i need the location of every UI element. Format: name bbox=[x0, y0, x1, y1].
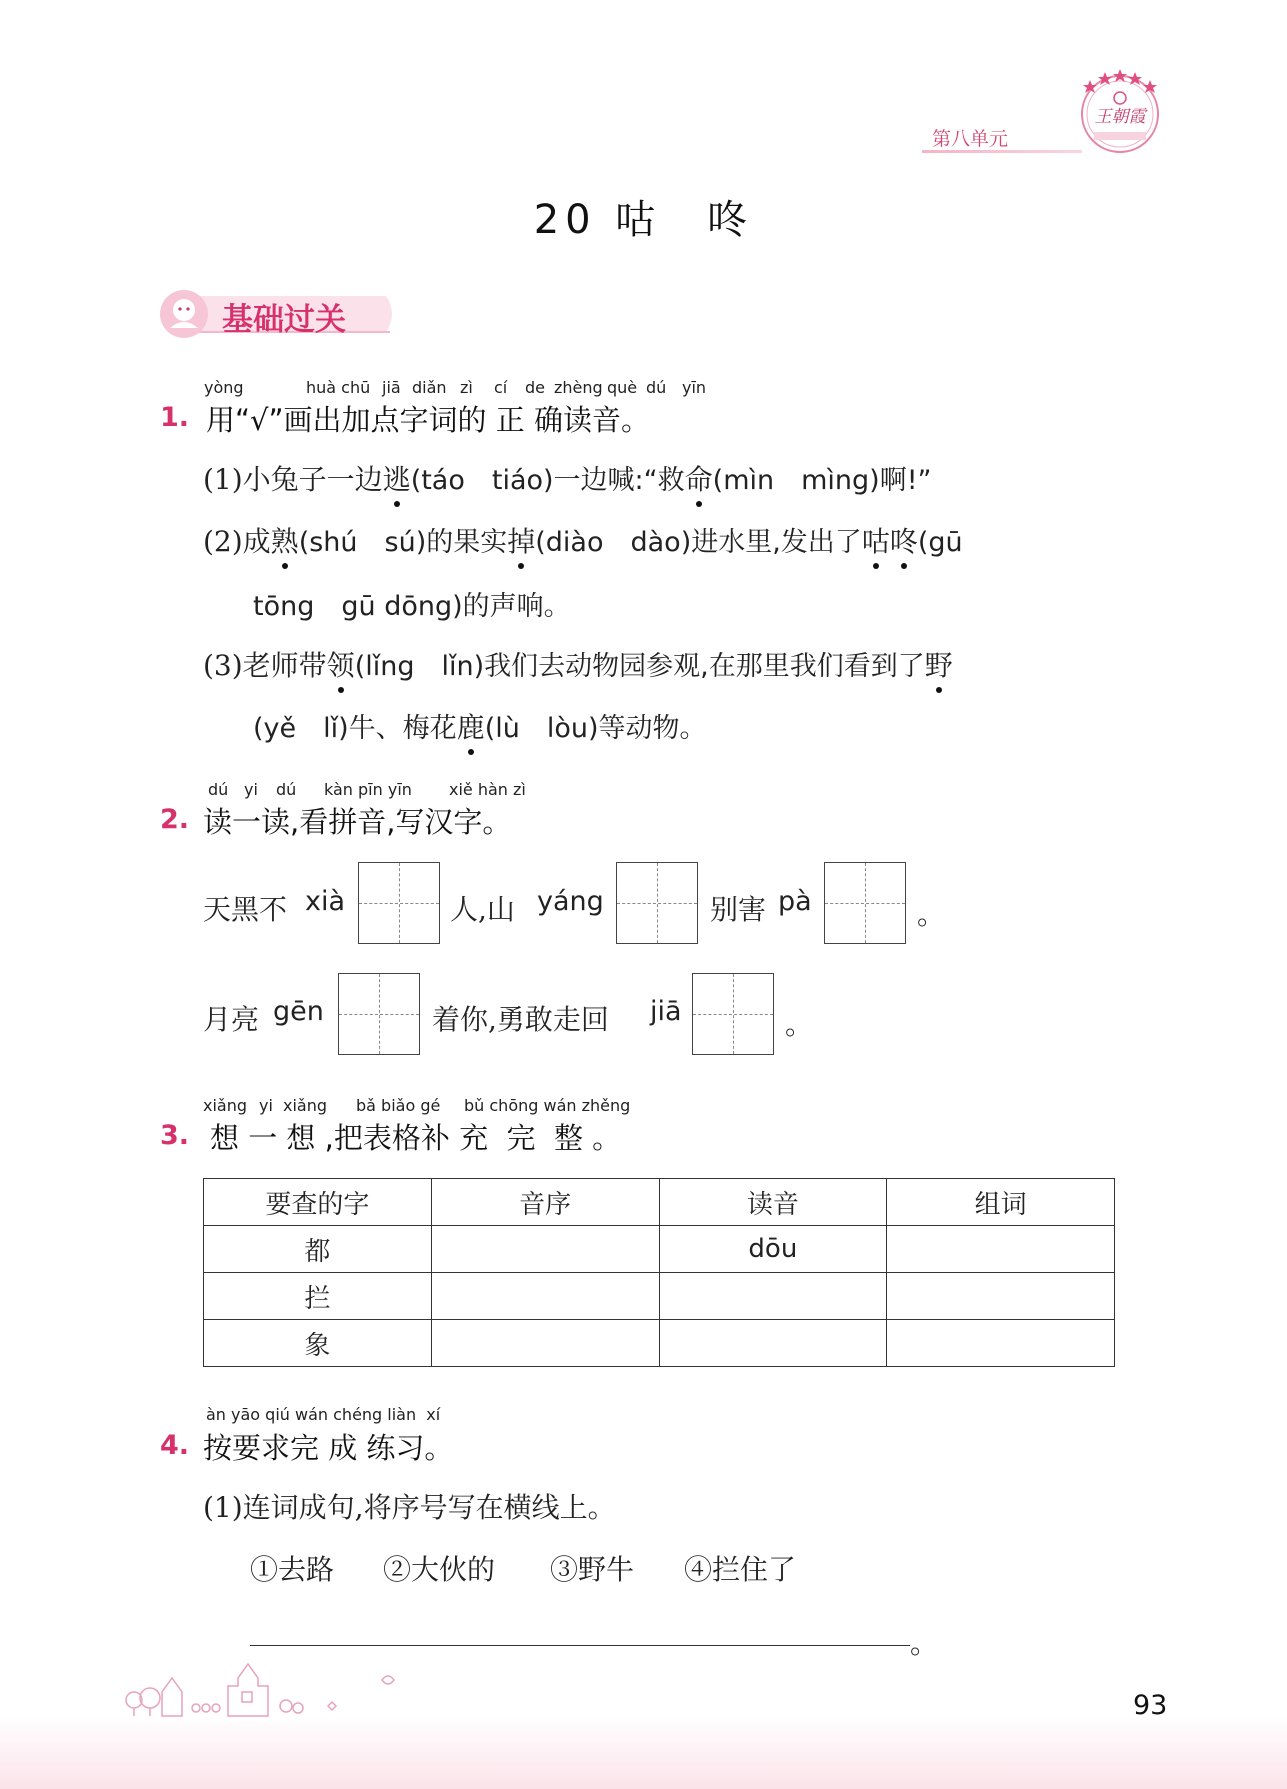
q4-option-1: ①去路 bbox=[250, 1553, 335, 1586]
table-cell-answer[interactable] bbox=[659, 1273, 887, 1320]
dotted-char: 野 bbox=[925, 649, 953, 682]
q1-pinyin-5: zì bbox=[460, 378, 473, 397]
q1-item-2-cont: tōng gū dōng)的声响。 bbox=[253, 591, 571, 622]
q3-pinyin-3: xiǎng bbox=[283, 1096, 328, 1115]
table-row bbox=[204, 1226, 1115, 1273]
char-box-pa[interactable] bbox=[824, 862, 906, 944]
table-cell-answer[interactable] bbox=[887, 1226, 1115, 1273]
q2-text-1c: 别害 bbox=[710, 893, 767, 926]
q1-pinyin-6: cí bbox=[494, 378, 508, 397]
q4-option-4: ④拦住了 bbox=[684, 1553, 797, 1586]
q3-instruction: 想 一 想 ,把表格补 充 完 整 。 bbox=[210, 1121, 622, 1155]
q1-number: 1. bbox=[160, 402, 190, 433]
table-cell: 都 bbox=[204, 1226, 432, 1273]
q2-period-2: 。 bbox=[785, 1008, 814, 1041]
unit-label: 第八单元 bbox=[932, 128, 1009, 150]
dotted-char: 掉 bbox=[507, 525, 535, 558]
castle-decoration-icon bbox=[120, 1648, 420, 1718]
dotted-char: 逃 bbox=[383, 463, 411, 496]
table-cell-answer[interactable] bbox=[887, 1320, 1115, 1367]
q2-pinyin-4: kàn pīn yīn bbox=[324, 780, 412, 799]
q2-pinyin-gen: gēn bbox=[273, 996, 324, 1027]
q2-text-2a: 月亮 bbox=[203, 1003, 260, 1036]
dictionary-table bbox=[203, 1178, 1115, 1367]
stamp-text: 王朝霞 bbox=[1094, 107, 1146, 127]
table-header-row bbox=[204, 1179, 1115, 1226]
table-header: 读音 bbox=[659, 1179, 887, 1226]
q1-item-2: (2)成熟 (shú sú)的果实掉 (diào dào)进水里,发出了咕咚 (gū bbox=[203, 520, 963, 560]
q2-instruction: 读一读,看拼音,写汉字。 bbox=[203, 805, 512, 839]
table-cell-answer[interactable] bbox=[431, 1273, 659, 1320]
table-header: 要查的字 bbox=[204, 1179, 432, 1226]
section-label: 基础过关 bbox=[222, 302, 346, 338]
table-header: 音序 bbox=[431, 1179, 659, 1226]
table-cell-answer[interactable] bbox=[887, 1273, 1115, 1320]
q1-pinyin-4: diǎn bbox=[412, 378, 447, 397]
q2-pinyin-3: dú bbox=[276, 780, 297, 799]
q3-number: 3. bbox=[160, 1120, 190, 1151]
char-box-yang[interactable] bbox=[616, 862, 698, 944]
q3-pinyin-1: xiǎng bbox=[203, 1096, 248, 1115]
table-cell-answer[interactable] bbox=[659, 1320, 887, 1367]
unit-underline bbox=[922, 150, 1082, 153]
q1-pinyin-3: jiā bbox=[382, 378, 401, 397]
dotted-char: 命 bbox=[685, 463, 713, 496]
dotted-char: 鹿 bbox=[457, 711, 485, 744]
char-box-xia[interactable] bbox=[358, 862, 440, 944]
table-cell: dōu bbox=[659, 1226, 887, 1273]
q4-instruction: 按要求完 成 练习。 bbox=[203, 1431, 454, 1465]
q4-option-2: ②大伙的 bbox=[383, 1553, 496, 1586]
q2-pinyin-jia: jiā bbox=[650, 996, 682, 1027]
q1-pinyin-7: de bbox=[525, 378, 545, 397]
q1-pinyin-10: dú bbox=[646, 378, 667, 397]
q2-number: 2. bbox=[160, 804, 190, 835]
table-cell: 象 bbox=[204, 1320, 432, 1367]
q3-pinyin-2: yi bbox=[259, 1096, 273, 1115]
q4-sub-1: (1)连词成句,将序号写在横线上。 bbox=[203, 1491, 616, 1524]
q2-text-1a: 天黑不 bbox=[203, 893, 288, 926]
q2-pinyin-5: xiě hàn zì bbox=[449, 780, 526, 799]
q2-pinyin-yang: yáng bbox=[537, 886, 604, 917]
lesson-title: 20 咕 咚 bbox=[533, 197, 754, 243]
table-cell: 拦 bbox=[204, 1273, 432, 1320]
q1-pinyin-8: zhèng bbox=[554, 378, 603, 397]
q1-pinyin-9: què bbox=[607, 378, 638, 397]
q1-item-3: (3)老师带领 (lǐng lǐn)我们去动物园参观,在那里我们看到了野 bbox=[203, 644, 953, 684]
table-row bbox=[204, 1273, 1115, 1320]
table-cell-answer[interactable] bbox=[431, 1320, 659, 1367]
answer-period: 。 bbox=[910, 1627, 939, 1660]
page-number: 93 bbox=[1133, 1690, 1168, 1721]
q1-item-3-cont: (yě lǐ)牛、梅花鹿 (lù lòu)等动物。 bbox=[253, 706, 707, 746]
q3-pinyin-5: bǔ chōng wán zhěng bbox=[464, 1096, 631, 1115]
q2-text-2b: 着你,勇敢走回 bbox=[432, 1003, 609, 1036]
q2-pinyin-xia: xià bbox=[305, 886, 346, 917]
q1-pinyin-11: yīn bbox=[682, 378, 707, 397]
dotted-char: 熟 bbox=[271, 525, 299, 558]
q2-pinyin-2: yi bbox=[244, 780, 258, 799]
answer-line[interactable] bbox=[250, 1645, 910, 1646]
table-row bbox=[204, 1320, 1115, 1367]
q3-pinyin-4: bǎ biǎo gé bbox=[356, 1096, 441, 1115]
q2-pinyin-1: dú bbox=[208, 780, 229, 799]
char-box-jia[interactable] bbox=[692, 973, 774, 1055]
q4-number: 4. bbox=[160, 1430, 190, 1461]
dotted-char: 领 bbox=[327, 649, 355, 682]
publisher-stamp-icon bbox=[1072, 62, 1168, 158]
char-box-gen[interactable] bbox=[338, 973, 420, 1055]
q1-instruction: 用“√”画出加点字词的 正 确读音。 bbox=[206, 403, 650, 437]
q2-text-1b: 人,山 bbox=[450, 893, 515, 926]
q4-option-3: ③野牛 bbox=[550, 1553, 635, 1586]
q1-pinyin-2: huà chū bbox=[306, 378, 371, 397]
table-header: 组词 bbox=[887, 1179, 1115, 1226]
q2-period-1: 。 bbox=[917, 898, 946, 931]
q2-pinyin-pa: pà bbox=[778, 886, 812, 917]
footer-band bbox=[0, 1716, 1287, 1789]
q1-item-1: (1)小兔子一边逃 (táo tiáo)一边喊:“救命 (mìn mìng)啊!” bbox=[203, 458, 932, 498]
q4-pinyin: àn yāo qiú wán chéng liàn xí bbox=[206, 1405, 441, 1424]
q1-pinyin-1: yòng bbox=[204, 378, 244, 397]
table-cell-answer[interactable] bbox=[431, 1226, 659, 1273]
dotted-word: 咕咚 bbox=[862, 525, 918, 558]
